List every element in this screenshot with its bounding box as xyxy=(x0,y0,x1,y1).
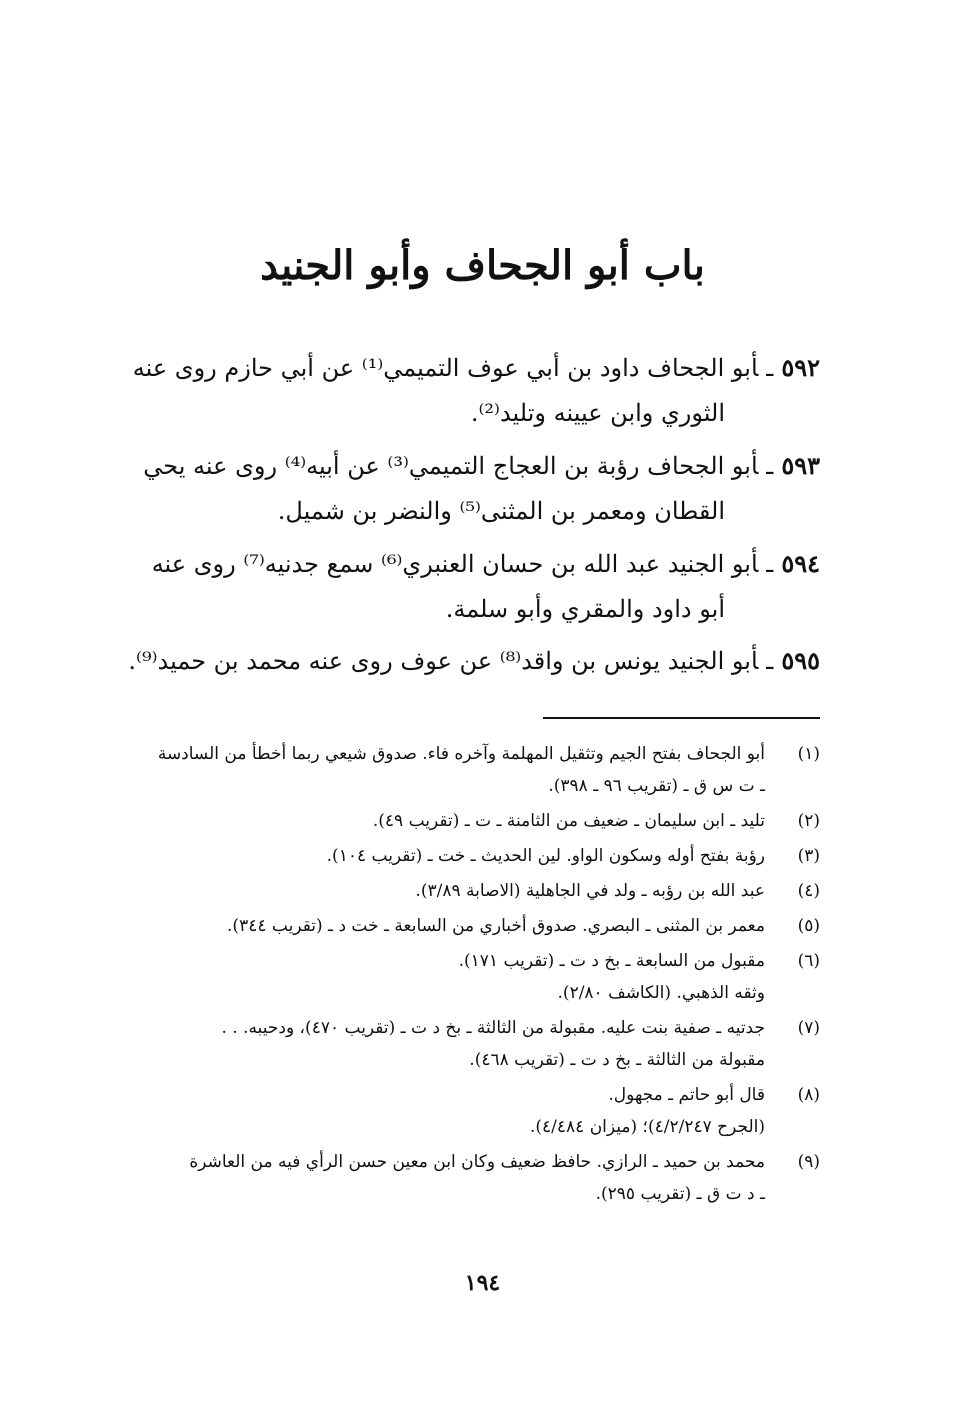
footnote-line: جدتيه ـ صفية بنت عليه. مقبولة من الثالثة ـ بخ د ت ـ (تقريب ٤٧٠)، ودحيبه. . . xyxy=(221,1018,765,1038)
footnote-mark: (١) xyxy=(797,744,820,764)
footnote-line: (الجرح ٤/٢/٢٤٧)؛ (ميزان ٤/٤٨٤). xyxy=(529,1117,765,1137)
footnote-mark: (٨) xyxy=(797,1085,820,1105)
entry-text-line1: أبو الجحاف رؤبة بن العجاج التميمي⁽³⁾ عن أبيه⁽⁴⁾ روى عنه يحي xyxy=(143,452,759,480)
entry-number: ٥٩٤ xyxy=(781,549,820,578)
footnote-line: ـ ت س ق ـ (تقريب ٩٦ ـ ٣٩٨). xyxy=(548,776,765,796)
footnote-mark: (٧) xyxy=(797,1018,820,1038)
entry-text-line2: الثوري وابن عيينه وتليد⁽²⁾. xyxy=(470,399,725,427)
entry-number: ٥٩٣ xyxy=(781,451,820,480)
footnote-7 xyxy=(120,1012,820,1076)
footnote-line: عبد الله بن رؤبه ـ ولد في الجاهلية (الاصابة ٣/٨٩). xyxy=(415,881,765,901)
entry-595 xyxy=(120,638,820,684)
footnote-line: رؤبة بفتح أوله وسكون الواو. لين الحديث ـ خت ـ (تقريب ١٠٤). xyxy=(326,846,765,866)
footnote-2 xyxy=(120,805,820,837)
footnote-line: مقبول من السابعة ـ بخ د ت ـ (تقريب ١٧١). xyxy=(458,951,765,971)
footnote-1 xyxy=(120,738,820,802)
footnote-mark: (٥) xyxy=(797,916,820,936)
footnote-mark: (٣) xyxy=(797,846,820,866)
footnote-line: أبو الجحاف بفتح الجيم وتثقيل المهلمة وآخره فاء. صدوق شيعي ربما أخطأ من السادسة xyxy=(157,744,765,764)
footnote-3 xyxy=(120,840,820,872)
entry-593 xyxy=(120,443,820,534)
footnote-line: مقبولة من الثالثة ـ بخ د ت ـ (تقريب ٤٦٨). xyxy=(469,1050,765,1070)
entry-text-line1: أبو الجنيد يونس بن واقد⁽⁸⁾ عن عوف روى عنه محمد بن حميد⁽⁹⁾. xyxy=(128,647,759,675)
footnote-4 xyxy=(120,875,820,907)
entry-text-line2: القطان ومعمر بن المثنى⁽⁵⁾ والنضر بن شميل. xyxy=(277,497,725,525)
footnote-mark: (٤) xyxy=(797,881,820,901)
entry-text-line1: أبو الجنيد عبد الله بن حسان العنبري⁽⁶⁾ سمع جدنيه⁽⁷⁾ روى عنه xyxy=(151,550,759,578)
footnote-line: ـ د ت ق ـ (تقريب ٢٩٥). xyxy=(595,1184,765,1204)
chapter-title: باب أبو الجحاف وأبو الجنيد xyxy=(260,242,705,289)
footnote-separator xyxy=(543,717,820,719)
entry-number: ٥٩٢ xyxy=(781,353,820,382)
footnote-5 xyxy=(120,910,820,942)
footnote-9 xyxy=(120,1146,820,1210)
entry-dash: ـ xyxy=(766,354,774,382)
footnote-line: وثقه الذهبي. (الكاشف ٢/٨٠). xyxy=(557,983,765,1003)
footnote-line: معمر بن المثنى ـ البصري. صدوق أخباري من السابعة ـ خت د ـ (تقريب ٣٤٤). xyxy=(227,916,765,936)
footnote-6 xyxy=(120,945,820,1009)
entry-number: ٥٩٥ xyxy=(781,646,820,675)
footnote-mark: (٦) xyxy=(797,951,820,971)
footnote-8 xyxy=(120,1079,820,1143)
footnote-line: محمد بن حميد ـ الرازي. حافظ ضعيف وكان ابن معين حسن الرأي فيه من العاشرة xyxy=(189,1152,765,1172)
entry-text-line1: أبو الجحاف داود بن أبي عوف التميمي⁽¹⁾ عن أبي حازم روى عنه xyxy=(132,354,759,382)
entry-594 xyxy=(120,541,820,632)
entry-text-line2: أبو داود والمقري وأبو سلمة. xyxy=(445,595,725,623)
footnote-mark: (٩) xyxy=(797,1152,820,1172)
entry-dash: ـ xyxy=(766,550,774,578)
page-number: ١٩٤ xyxy=(464,1270,501,1296)
footnotes xyxy=(120,738,820,1213)
entry-dash: ـ xyxy=(766,452,774,480)
footnote-line: تليد ـ ابن سليمان ـ ضعيف من الثامنة ـ ت ـ (تقريب ٤٩). xyxy=(372,811,765,831)
entry-592 xyxy=(120,345,820,436)
entry-dash: ـ xyxy=(766,647,774,675)
footnote-mark: (٢) xyxy=(797,811,820,831)
footnote-line: قال أبو حاتم ـ مجهول. xyxy=(608,1085,765,1105)
